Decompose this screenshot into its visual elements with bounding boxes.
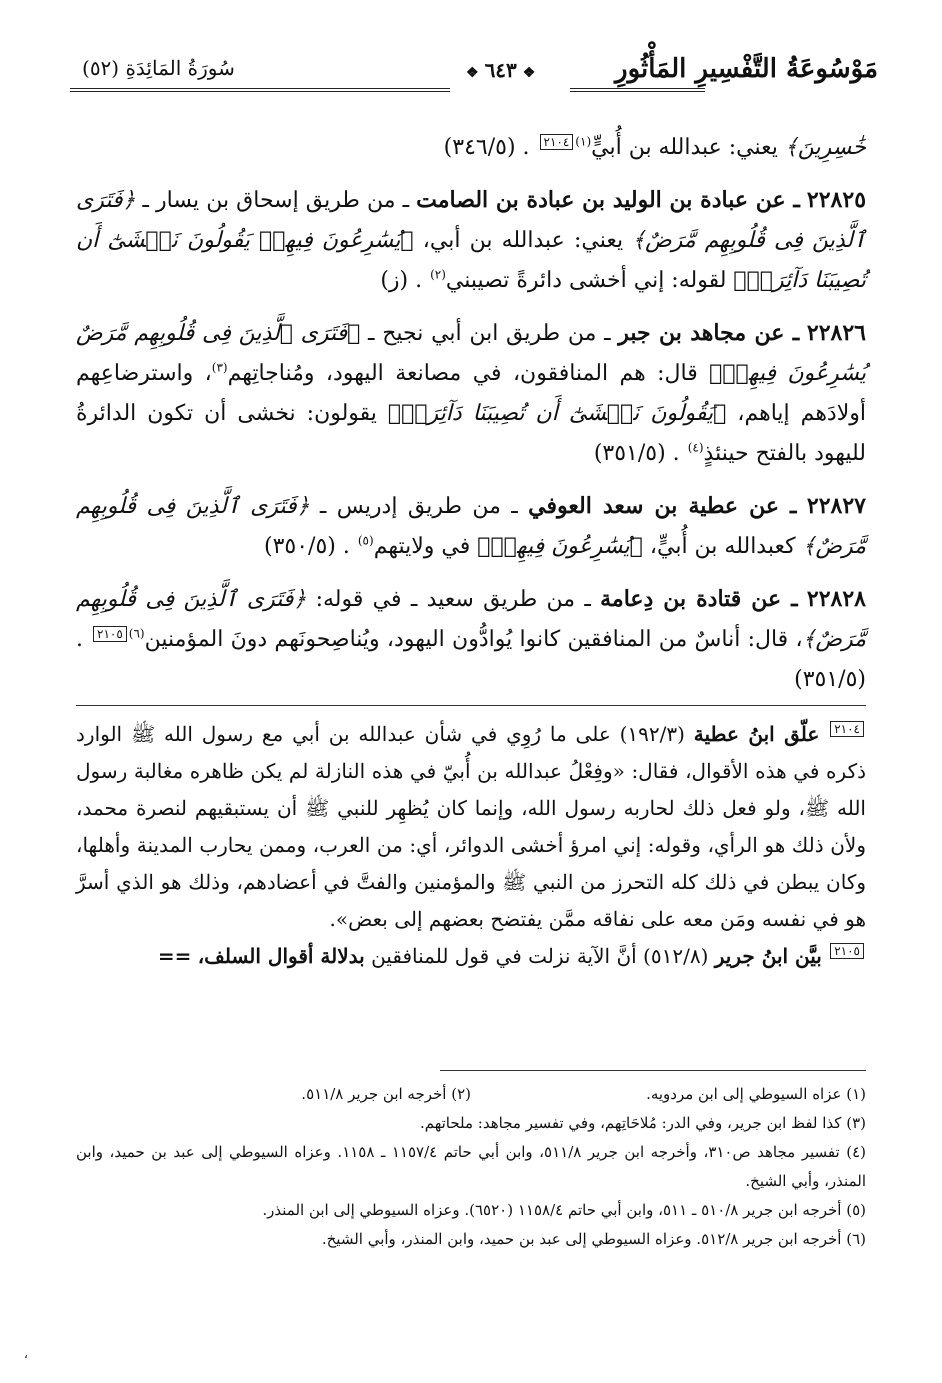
volume-ref: . (٣٤٦/٥) (443, 135, 530, 160)
footnote-divider (440, 1070, 866, 1071)
narration-number: ٢٢٨٢٨ (806, 586, 866, 612)
ornament-icon: ❖ (522, 65, 536, 81)
commentary-divider (76, 705, 866, 706)
commentary-2104: ٢١٠٤ علّق ابنُ عطية (١٩٢/٣) على ما رُوِي في شأن عبدالله بن أبي مع رسول الله ﷺ الوارد ذكره في هذه الأقوال، فقال: «وفِعْلُ عبدالله بن أُبيّ في هذه النازلة لم يكن ظاهره مغالبة رسول الله ﷺ، ولو فعل ذلك لحاربه رسول الله، وإنما كان يُظهِر للنبي ﷺ أن يستبقيهم لنصرة محمد، ولأن ذلك هو الرأي، وقوله: إني امرؤ أخشى الدوائر، أي: من العرب، وممن يحارب المدينة وأهلها، وكان يبطن في ذلك كله التحرز من النبي ﷺ والمؤمنين والفتَّ في أعضادهم، وذلك هو الذي أسرَّ هو في نفسه ومَن معه على نفاقه ممَّن يفتضح بعضهم إلى بعض». (76, 722, 866, 931)
continuation-mark: == (157, 944, 192, 968)
narration-number: ٢٢٨٢٥ (806, 187, 867, 213)
narrator: ـ عن مجاهد بن جبر (618, 320, 800, 346)
commentary-tag: ٢١٠٤ (830, 721, 864, 737)
quran-text: ﴿فَتَرَى ٱلَّذِينَ فِى قُلُوبِهِم مَّرَضٌ﴾ (76, 587, 866, 652)
narration-22825: ٢٢٨٢٥ ـ عن عبادة بن الوليد بن عبادة بن الصامت ـ من طريق إسحاق بن يسار ـ ﴿فَتَرَى ٱلَّذِينَ فِى قُلُوبِهِم مَّرَضٌ﴾ يعني: عبدالله بن أبي، ﴿يُسَٰرِعُونَ فِيهِمۡ يَقُولُونَ نَخۡشَىٰٓ أَن تُصِيبَنَا دَآئِرَةٞ﴾ لقوله: إني أخشى دائرةً تصيبني$^{(٢)}$. (ز) (76, 187, 867, 293)
footnote-marker: (٥) (357, 533, 374, 548)
quran-text: خَٰسِرِينَ﴾ (784, 135, 866, 160)
quran-text: ﴿يُسَٰرِعُونَ فِيهِمۡ يَقُولُونَ نَخۡشَىٰٓ أَن تُصِيبَنَا دَآئِرَةٞ﴾ (76, 228, 866, 293)
footnote-5: (٥) أخرجه ابن جرير ٥١٠/٨ ـ ٥١١، وابن أبي حاتم ١١٥٨/٤ (٦٥٢٠). وعزاه السيوطي إلى ابن المنذر. (262, 1201, 866, 1219)
footnotes (76, 1080, 866, 1254)
volume-ref: . (٣٥١/٥) (593, 441, 680, 466)
volume-ref: . (٣٥١/٥) (76, 627, 866, 692)
main-text (76, 128, 866, 712)
intro-paragraph: خَٰسِرِينَ﴾ يعني: عبدالله بن أُبيٍّ$^{(١)}$٢١٠٤. (٣٤٦/٥) (443, 134, 866, 160)
footnote-marker: (١) (575, 134, 592, 149)
surah-name: سُورَةُ المَائِدَةِ (٥٢) (82, 56, 235, 80)
quran-text: ﴿فَتَرَى ٱلَّذِينَ فِى قُلُوبِهِم مَّرَضٌ يُسَٰرِعُونَ فِيهِمۡ﴾ (76, 321, 866, 386)
footnote-marker: (٤) (687, 440, 704, 455)
footnote-marker: (٦) (128, 626, 145, 641)
volume-ref: . (ز) (380, 268, 423, 293)
commentator: بيَّن ابنُ جرير (714, 944, 822, 968)
narration-number: ٢٢٨٢٦ (806, 320, 866, 346)
header-rule-left (70, 88, 450, 92)
volume-ref: . (٣٥٠/٥) (264, 534, 350, 559)
commentary-section (76, 716, 866, 975)
page-header (70, 50, 878, 96)
quran-text: ﴿يَقُولُونَ نَخۡشَىٰٓ أَن تُصِيبَنَا دَآئِرَةٞ﴾ (387, 401, 727, 426)
quran-text: ﴿فَتَرَى ٱلَّذِينَ فِى قُلُوبِهِم مَّرَضٌ﴾ (76, 188, 867, 253)
footnote-row (76, 1080, 866, 1109)
narration-22826: ٢٢٨٢٦ ـ عن مجاهد بن جبر ـ من طريق ابن أبي نجيح ـ ﴿فَتَرَى ٱلَّذِينَ فِى قُلُوبِهِم مَّرَضٌ يُسَٰرِعُونَ فِيهِمۡ﴾ قال: هم المنافقون، في مصانعة اليهود، ومُناجاتِهم$^{(٣)}$، واسترضاعِهم أولادَهم إياهم، ﴿يَقُولُونَ نَخۡشَىٰٓ أَن تُصِيبَنَا دَآئِرَةٞ﴾ يقولون: نخشى أن تكون الدائرةُ لليهود بالفتح حينئذٍ$^{(٤)}$. (٣٥١/٥) (76, 320, 867, 466)
narration-22827: ٢٢٨٢٧ ـ عن عطية بن سعد العوفي ـ من طريق إدريس ـ ﴿فَتَرَى ٱلَّذِينَ فِى قُلُوبِهِم مَّرَضٌ﴾ كعبدالله بن أُبيٍّ، ﴿يُسَٰرِعُونَ فِيهِمۡ﴾ في ولايتهم$^{(٥)}$. (٣٥٠/٥) (76, 493, 866, 559)
page-number: ❖ ٦٤٣ ❖ (466, 58, 536, 82)
commentary-tag: ٢١٠٥ (93, 626, 127, 642)
footnote-marker: (٢) (430, 267, 446, 282)
quran-text: ﴿فَتَرَى ٱلَّذِينَ فِى قُلُوبِهِم مَّرَضٌ﴾ (76, 494, 866, 559)
footnote-4: (٤) تفسير مجاهد ص٣١٠، وأخرجه ابن جرير ٥١١/٨، وابن أبي حاتم ١١٥٧/٤ ـ ١١٥٨. وعزاه السيوطي إلى عبد بن حميد، وابن المنذر، وأبي الشيخ. (76, 1143, 866, 1190)
book-title: مَوْسُوعَةُ التَّفْسِيرِ المَأْثُورِ (615, 54, 878, 84)
narrator: ـ عن قتادة بن دِعامة (600, 586, 798, 612)
commentary-tag: ٢١٠٤ (540, 134, 574, 150)
footnote-3: (٣) كذا لفظ ابن جرير، وفي الدر: مُلاحَاتِهم، وفي تفسير مجاهد: ملحاتهم. (419, 1114, 866, 1132)
narration-22828: ٢٢٨٢٨ ـ عن قتادة بن دِعامة ـ من طريق سعيد ـ في قوله: ﴿فَتَرَى ٱلَّذِينَ فِى قُلُوبِهِم مَّرَضٌ﴾، قال: أناسٌ من المنافقين كانوا يُوادُّون اليهود، ويُناصِحونَهم دونَ المؤمنين$^{(٦)}$٢١٠٥. (٣٥١/٥) (76, 586, 866, 692)
footnote-2: (٢) أخرجه ابن جرير ٥١١/٨. (301, 1085, 471, 1103)
footnote-6: (٦) أخرجه ابن جرير ٥١٢/٨. وعزاه السيوطي إلى عبد بن حميد، وابن المنذر، وأبي الشيخ. (321, 1230, 866, 1248)
commentary-tag: ٢١٠٥ (830, 943, 864, 959)
commentator: علّق ابنُ عطية (693, 722, 820, 746)
narrator: ـ عن عبادة بن الوليد بن عبادة بن الصامت (416, 187, 800, 213)
narration-number: ٢٢٨٢٧ (806, 493, 866, 519)
quran-text: ﴿يُسَٰرِعُونَ فِيهِمۡ﴾ (477, 534, 643, 559)
header-rule-right (570, 88, 705, 92)
ornament-icon: ❖ (466, 65, 479, 81)
narrator: ـ عن عطية بن سعد العوفي (528, 493, 797, 519)
footnote-1: (١) عزاه السيوطي إلى ابن مردويه. (646, 1085, 866, 1103)
footnote-marker: (٣) (211, 360, 228, 375)
commentary-2105: ٢١٠٥ بيَّن ابنُ جرير (٥١٢/٨) أنَّ الآية نزلت في قول للمنافقين بدلالة أقوال السلف، == (76, 938, 866, 975)
corner-mark: ، (24, 1347, 28, 1361)
